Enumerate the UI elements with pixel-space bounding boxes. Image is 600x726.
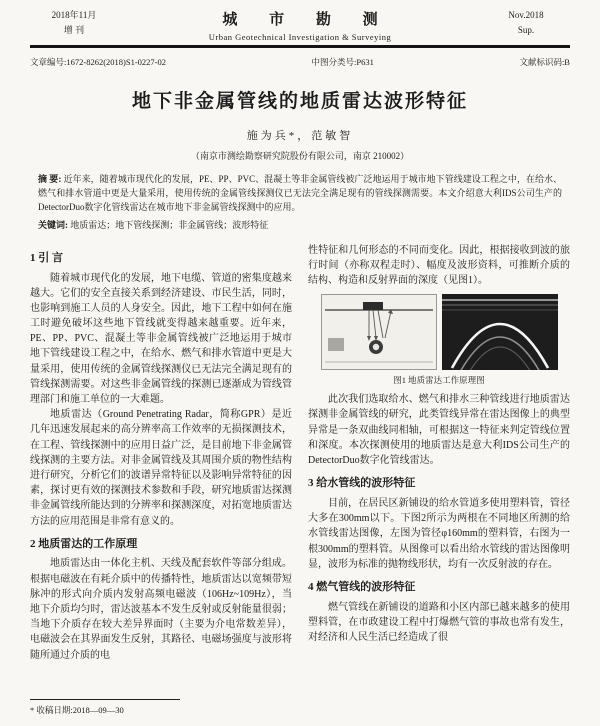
- section2-heading: 2 地质雷达的工作原理: [30, 537, 138, 550]
- section1-para1: 随着城市现代化的发展，地下电缆、管道的密集度越来越大。它们的安全直接关系到经济建设、市民生活，同时，也影响到施工人员的人身安全。因此，地下工程中如何在施工时避免破坏这些地下管线就变得越来越重要。近年来，PE、PP、PVC、混凝土等非金属管线被广泛地运用于城市地下管线建设工程之中，在给水、燃气和排水管道中更是大量采用，使用传统的金属管线探测仪已无法完全满足现有的管线探测需要。对这些非金属管线的探测已逐渐成为管线管理部门和施工单位的一大难题。: [30, 272, 292, 406]
- footnote-text: * 收稿日期:2018—09—30: [30, 705, 124, 715]
- section3-heading: 3 给水管线的波形特征: [308, 477, 416, 490]
- right-column: [308, 243, 570, 663]
- footnote-rule: [30, 699, 180, 700]
- section3-para1: 目前，在居民区新铺设的给水管道多使用塑料管，管径大多在300mm以下。下图2所示为两根在不同地区所测的给水管线雷达图像，左图为管径φ160mm的塑料管，右图为一根300mm的塑料管。从图像可以看出给水管线的雷达图像明显，波形为标准的抛物线形状，均有一次反射波的存在。: [308, 497, 570, 570]
- section2-para2: 性特征和几何形态的不同而变化。因此，根据接收到波的旅行时间（亦称双程走时）、幅度及波形资料，可推断介质的结构、构造和反射界面的深度（见图1）。: [308, 244, 570, 287]
- header-issue-en: Sup.: [517, 25, 535, 36]
- section4-heading: 4 燃气管线的波形特征: [308, 580, 416, 593]
- article-meta: [30, 56, 570, 68]
- radar-hyperbola-image: [442, 294, 558, 370]
- article-number: 文章编号:1672-8262(2018)S1-0227-02: [30, 57, 166, 67]
- figure1-images: [308, 294, 570, 370]
- abstract-text: 近年来，随着城市现代化的发展，PE、PP、PVC、混凝土等非金属管线被广泛地运用于城市地下管线建设工程之中，在给水、燃气和排水管道中更是大量采用，使用传统的金属管线探测仪已无法完全满足现有的管线探测需要。本文介绍意大利IDS公司生产的DetectorDuo数字化管线雷达在城市地下非金属管线探测中的应用。: [38, 174, 562, 212]
- footnote: [30, 699, 292, 716]
- figure1: [308, 294, 570, 387]
- section4-para1: 燃气管线在新铺设的道路和小区内部已越来越多的使用塑料管，在市政建设工程中打爆燃气管的事故也常有发生，对经济和人民生活已经造成了很: [308, 601, 570, 643]
- body-columns: [30, 243, 570, 663]
- affiliation: （南京市测绘勘察研究院股份有限公司，南京 210002）: [190, 151, 410, 161]
- page-header: [30, 8, 570, 42]
- header-issue-cn: 增 刊: [63, 25, 85, 36]
- keywords-text: 地质雷达；地下管线探测；非金属管线；波形特征: [70, 219, 269, 230]
- figure1-caption: 图1 地质雷达工作原理图: [393, 375, 485, 386]
- keywords-label: 关键词:: [38, 219, 68, 230]
- section1-para2: 地质雷达（Ground Penetrating Radar，简称GPR）是近几年迅速发展起来的高分辨率高工作效率的无损探测技术，在工程、管线探测中的应用日益广泛，是目前地下非金属管线探测的主要方法。对非金属管线及其周围介质的物性结构进行研究，分析它们的波谱异常特征以及影响异常特征的因素，探讨更有效的探测技术参数和手段，研究地质雷达探测非金属管线所能达到的分辨率和探测深度，对拓宽地质雷达方法的应用范围是非常有意义的。: [30, 409, 292, 527]
- gpr-schematic-image: [321, 294, 437, 370]
- clc-number: 中图分类号:P631: [311, 57, 374, 67]
- section2-para1: 地质雷达由一体化主机、天线及配套软件等部分组成。根据电磁波在有耗介质中的传播特性，地质雷达以宽频带短脉冲的形式向介质内发射高频电磁波（106Hz~109Hz），当地下介质均匀时，雷达波基本不发生反射或反射能量很弱；当地下介质存在较大差异界面时（主要为介电常数差异），电磁波会在其界面发生反射，其路径、电磁场强度与波形将随所通过介质的电: [30, 558, 292, 661]
- header-left: [32, 8, 116, 39]
- paper-title: 地下非金属管线的地质雷达波形特征: [131, 91, 468, 112]
- document-code: 文献标识码:B: [519, 57, 570, 67]
- section1-heading: 1 引 言: [30, 251, 63, 264]
- header-center: [116, 8, 484, 42]
- abstract-label: 摘 要:: [38, 174, 62, 184]
- abstract: [30, 173, 570, 215]
- journal-title-cn: 城 市 勘 测: [222, 12, 392, 28]
- left-column: [30, 243, 292, 663]
- header-date-cn: 2018年11月: [51, 10, 97, 20]
- section2-para3: 此次我们选取给水、燃气和排水三种管线进行地质雷达探测非金属管线的研究，此类管线异常在雷达图像上的典型异常是一条双曲线同相轴，可根据这一特征来判定管线位置和深度。本次探测使用的地质雷达是意大利IDS公司生产的DetectorDuo数字化管线雷达。: [308, 394, 570, 467]
- keywords: [30, 218, 570, 231]
- journal-title-en: Urban Geotechnical Investigation & Surveying: [208, 32, 392, 42]
- header-date-en: Nov.2018: [508, 10, 544, 20]
- header-rule: [30, 45, 570, 48]
- authors: 施为兵*，范敏智: [246, 130, 354, 142]
- header-right: [484, 8, 568, 39]
